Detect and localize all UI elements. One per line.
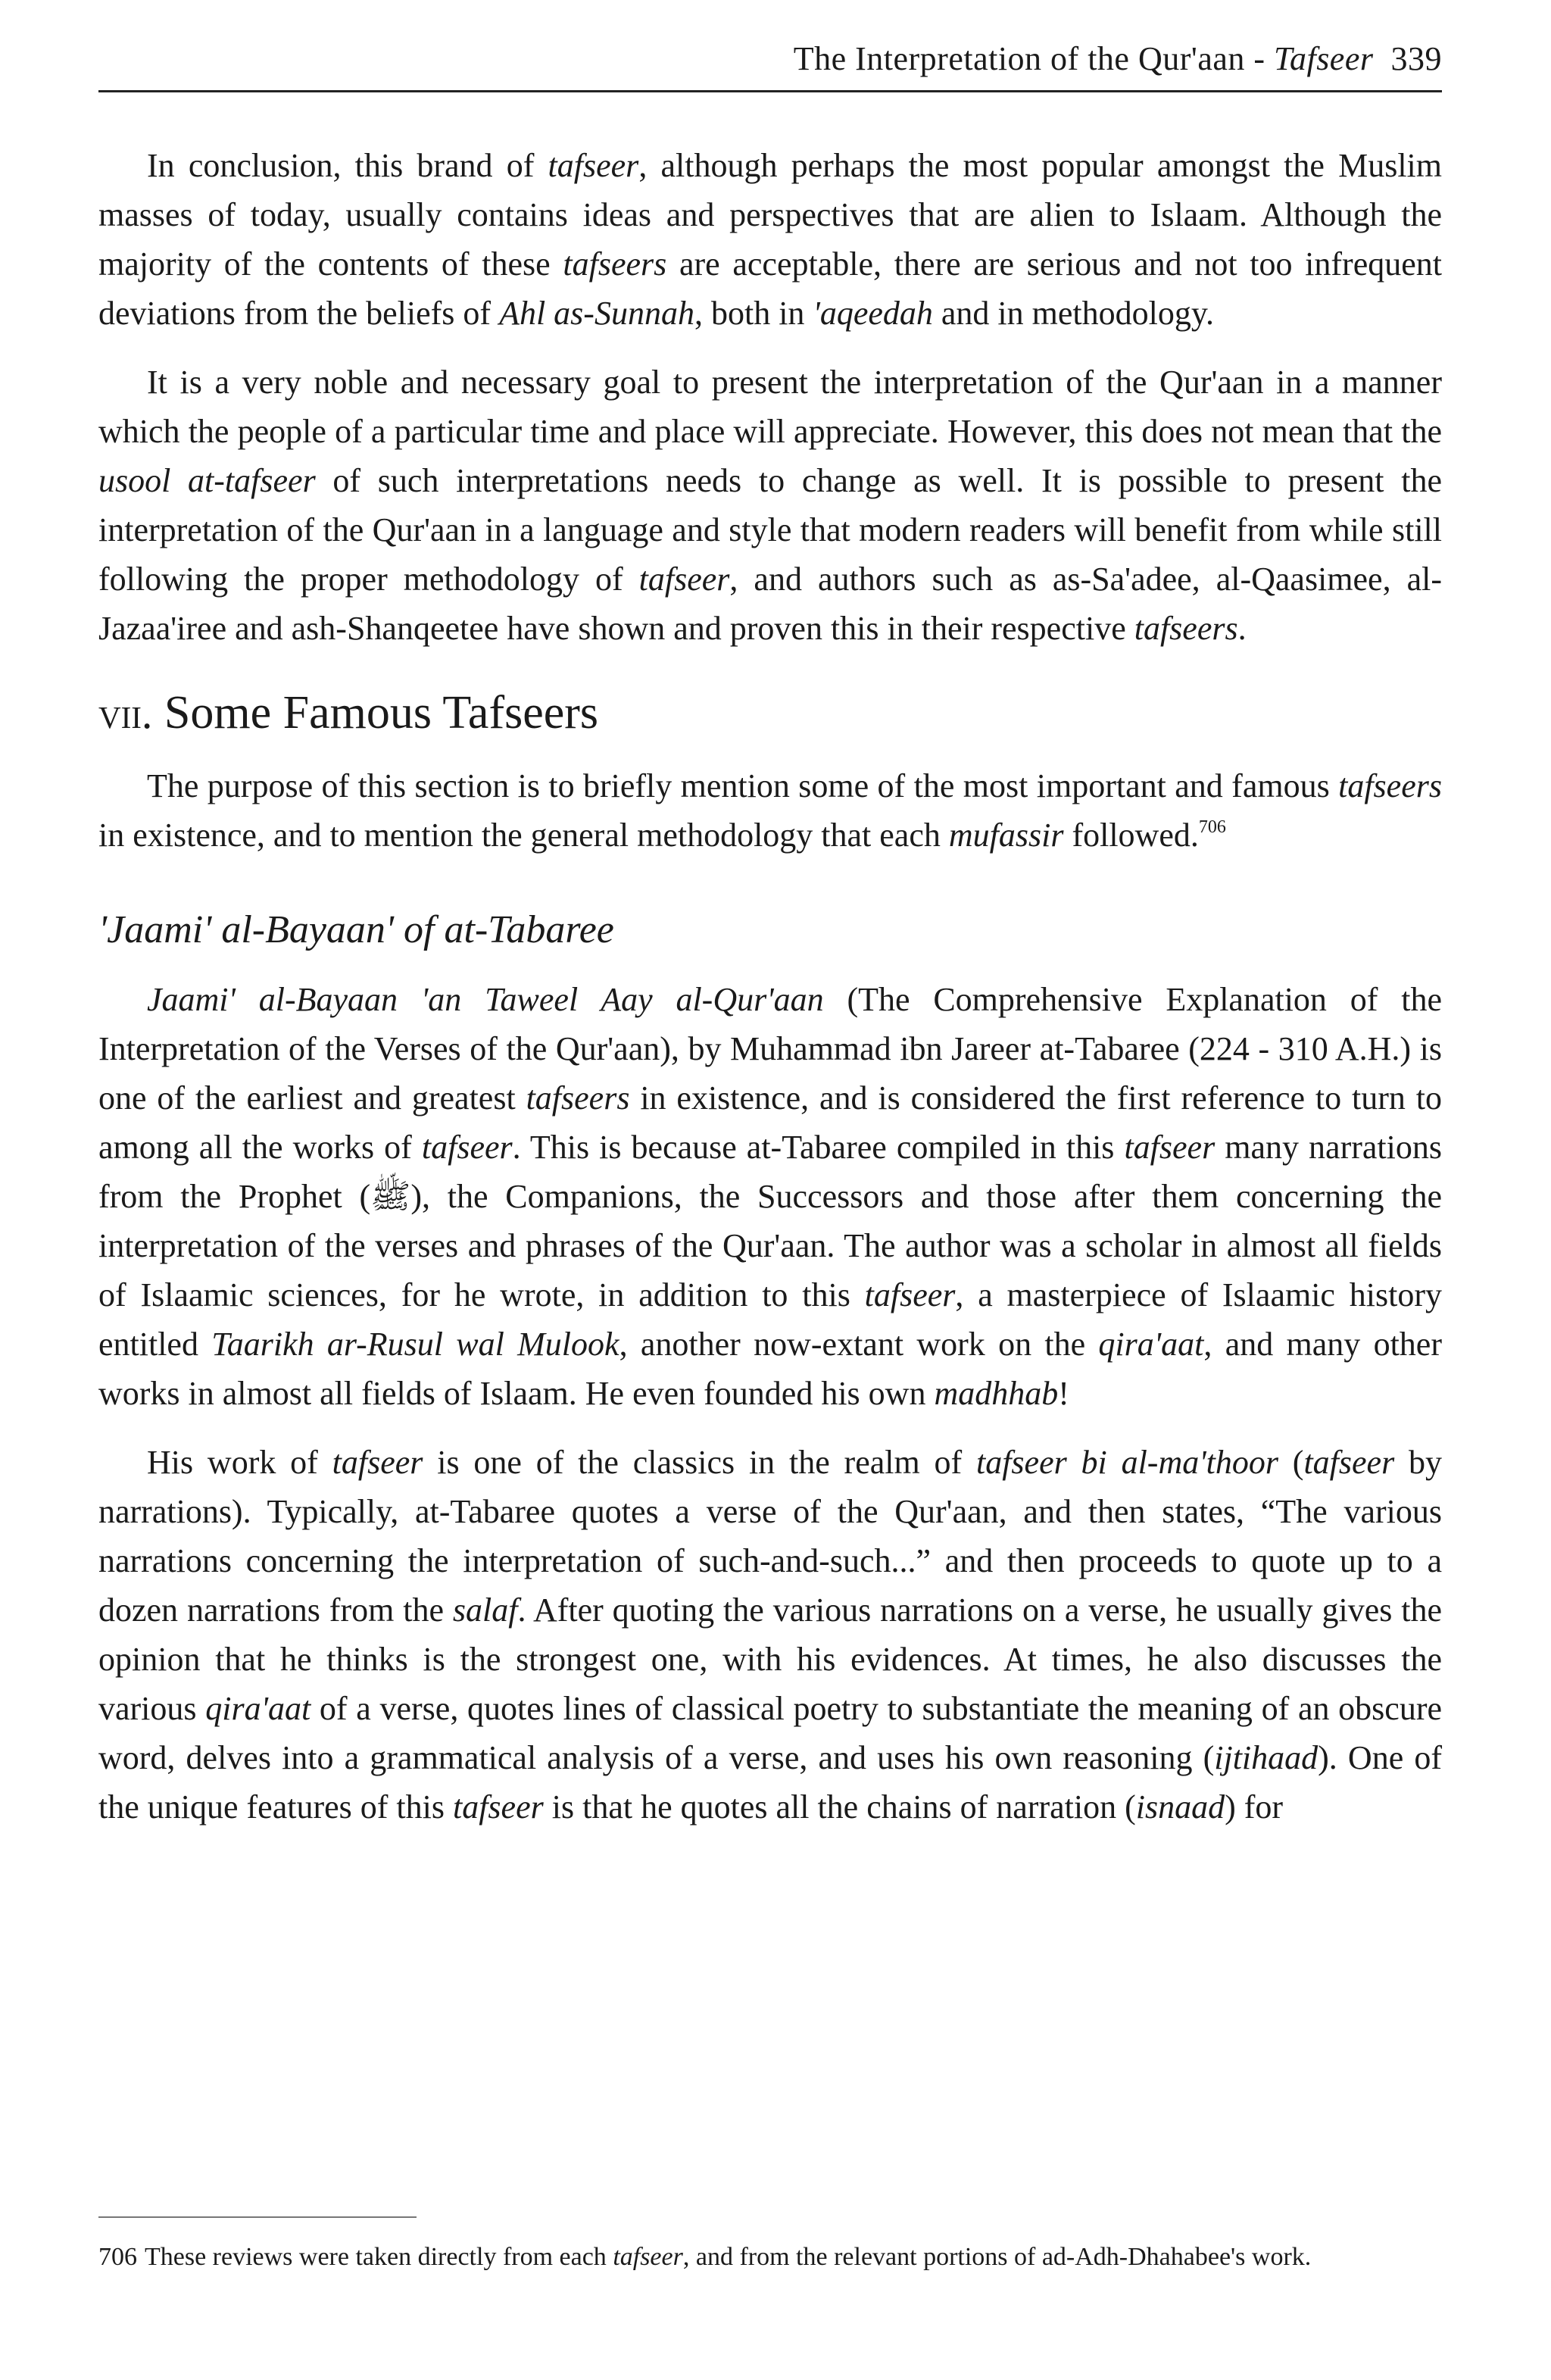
text-run: and in methodology. (932, 295, 1214, 332)
paragraph-conclusion (98, 141, 1442, 338)
paragraph-jaami-description (98, 975, 1442, 1418)
italic-term: tafseer (332, 1444, 423, 1481)
footnote-text (145, 2243, 1311, 2271)
footnote-divider (98, 2216, 417, 2218)
italic-term: tafseers (526, 1079, 630, 1117)
italic-term: salaf (452, 1591, 518, 1629)
italic-term: tafseers (1134, 610, 1238, 647)
text-run: , and authors such as as-Sa'adee, al-Qaasimee, al-Jazaa'iree and ash-Shanqeetee have shown and proven this in their respective (98, 561, 1442, 647)
section-title: Some Famous Tafseers (164, 687, 599, 739)
text-run: ) for (1225, 1788, 1284, 1826)
running-title: The Interpretation of the Qur'aan - (793, 40, 1275, 77)
italic-term: mufassir (948, 817, 1064, 854)
subheading-jaami-al-bayaan: 'Jaami' al-Bayaan' of at-Tabaree (98, 908, 614, 951)
italic-term: isnaad (1135, 1788, 1225, 1826)
paragraph-methodology (98, 1438, 1442, 1832)
text-run: of a verse, quotes lines of classical poetry to substantiate the meaning of an obscure word, delves into a grammatical analysis of a verse, and uses his own reasoning ( (98, 1690, 1443, 1776)
text-run: . After quoting the various narrations on a verse, he usually gives the opinion that he thinks is the strongest one, with his evidences. At times, he also discusses the various (98, 1591, 1442, 1727)
text-run: , both in (694, 295, 813, 332)
text-run: by narrations). Typically, at-Tabaree quotes a verse of the Qur'aan, and then states, “The various narrations concerning the interpretation of such-and-such...” and then proceeds to quote up to a dozen narrations from the (98, 1444, 1443, 1629)
page-number: 339 (1390, 40, 1442, 77)
footnote-number: 706 (98, 2243, 137, 2271)
italic-term: tafseer (613, 2243, 683, 2271)
text-run: (The Comprehensive Explanation of the Interpretation of the Verses of the Qur'aan), by Muhammad ibn Jareer at-Tabaree (224 - 310 A.H.) is one of the earliest and greatest (98, 981, 1442, 1117)
text-run: . This is because at-Tabaree compiled in this (512, 1129, 1125, 1166)
italic-term: tafseer bi al-ma'thoor (975, 1444, 1278, 1481)
italic-term: tafseer (638, 561, 730, 598)
text-run: , another now-extant work on the (619, 1326, 1099, 1363)
text-run: These reviews were taken directly from each (145, 2243, 613, 2271)
italic-term: tafseer (421, 1129, 513, 1166)
paragraph-noble-goal (98, 358, 1442, 653)
italic-term: ijtihaad (1214, 1739, 1319, 1776)
italic-term: tafseers (1338, 767, 1442, 804)
italic-term: tafseer (548, 147, 639, 184)
italic-term: tafseer (1124, 1129, 1216, 1166)
text-run: , and many other works in almost all fields of Islaam. He even founded his own (98, 1326, 1442, 1412)
italic-term: Jaami' al-Bayaan 'an Taweel Aay al-Qur'aan (147, 981, 824, 1018)
text-run: In conclusion, this brand of (147, 147, 548, 184)
footnote-ref: 706 (1198, 817, 1226, 837)
italic-term: tafseers (563, 245, 667, 283)
text-run: are acceptable, there are serious and not too infrequent deviations from the beliefs of (98, 245, 1442, 332)
text-run: ( (1278, 1444, 1304, 1481)
running-header (98, 39, 1442, 92)
section-heading (98, 685, 1442, 742)
text-run: ). One of the unique features of this (98, 1739, 1442, 1826)
text-run: followed. (1063, 817, 1199, 854)
body-text (98, 141, 1442, 1851)
italic-term: qira'aat (1098, 1326, 1204, 1363)
text-run: . (1237, 610, 1247, 647)
italic-term: tafseer (1303, 1444, 1395, 1481)
text-run: in existence, and is considered the first reference to turn to among all the works of (98, 1079, 1442, 1166)
paragraph-purpose (98, 761, 1442, 860)
running-title-italic: Tafseer (1274, 40, 1374, 77)
text-run: is one of the classics in the realm of (423, 1444, 976, 1481)
text-run: ! (1058, 1375, 1069, 1412)
italic-term: Ahl as-Sunnah (499, 295, 694, 332)
italic-term: tafseer (864, 1276, 956, 1313)
italic-term: usool at-tafseer (98, 462, 316, 499)
text-run: The purpose of this section is to briefly mention some of the most important and famous (147, 767, 1339, 804)
text-run: , although perhaps the most popular amongst the Muslim masses of today, usually contains ideas and perspectives that are alien to Islaam. Although the majority of the contents of these (98, 147, 1442, 283)
text-run: It is a very noble and necessary goal to present the interpretation of the Qur'aan in a manner which the people of a particular time and place will appreciate. However, this does not mean that the (98, 364, 1442, 450)
italic-term: 'aqeedah (813, 295, 933, 332)
text-run: many narrations from the Prophet (ﷺ), the Companions, the Successors and those after them concerning the interpretation of the verses and phrases of the Qur'aan. The author was a scholar in almost all fields of Islaamic sciences, for he wrote, in addition to this (98, 1129, 1442, 1313)
italic-term: tafseer (452, 1788, 544, 1826)
text-run: is that he quotes all the chains of narration ( (543, 1788, 1136, 1826)
text-run: , a masterpiece of Islaamic history entitled (98, 1276, 1442, 1363)
footnote (98, 2238, 1442, 2276)
text-run: His work of (147, 1444, 332, 1481)
text-run: in existence, and to mention the general methodology that each (98, 817, 949, 854)
text-run: of such interpretations needs to change as well. It is possible to present the interpretation of the Qur'aan in a language and style that modern readers will benefit from while still following the proper methodology of (98, 462, 1442, 598)
italic-term: madhhab (934, 1375, 1059, 1412)
text-run: , and from the relevant portions of ad-Adh-Dhahabee's work. (682, 2243, 1312, 2271)
italic-term: qira'aat (205, 1690, 311, 1727)
italic-term: Taarikh ar-Rusul wal Mulook (211, 1326, 619, 1363)
section-number: vii. (98, 689, 153, 738)
